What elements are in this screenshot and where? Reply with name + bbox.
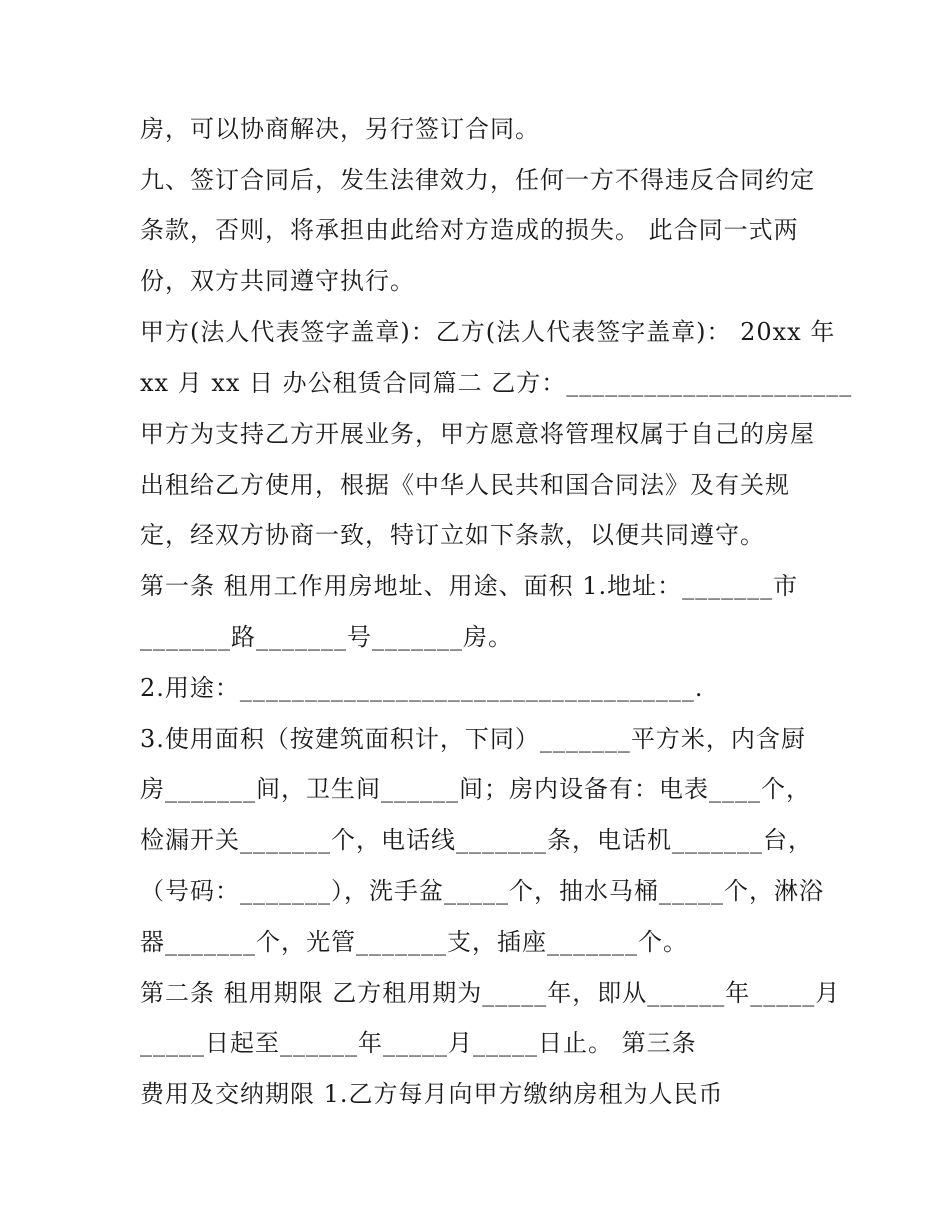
text-line: 定，经双方协商一致，特订立如下条款，以便共同遵守。 xyxy=(140,521,765,549)
text-line: （号码：_______），洗手盆_____个，抽水马桶_____个，淋浴 xyxy=(140,877,824,905)
text-line: 第一条 租用工作用房地址、用途、面积 1.地址：_______市 xyxy=(140,572,799,600)
text-line: xx 月 xx 日 办公租赁合同篇二 乙方：______________________ xyxy=(140,369,853,397)
text-line: _______路_______号_______房。 xyxy=(140,623,513,651)
text-line: 九、签订合同后，发生法律效力，任何一方不得违反合同约定 xyxy=(140,166,815,194)
text-line: _____日起至______年_____月_____日止。 第三条 xyxy=(140,1029,697,1057)
text-line: 检漏开关_______个，电话线_______条，电话机_______台， xyxy=(140,826,813,854)
text-line: 甲方为支持乙方开展业务，甲方愿意将管理权属于自己的房屋 xyxy=(140,420,815,448)
text-line: 器_______个，光管_______支，插座_______个。 xyxy=(140,928,688,956)
text-line: 第二条 租用期限 乙方租用期为_____年，即从______年_____月 xyxy=(140,979,841,1007)
text-line: 条款，否则，将承担由此给对方造成的损失。 此合同一式两 xyxy=(140,216,799,244)
text-line: 2.用途：___________________________________. xyxy=(140,674,704,702)
text-line: 房，可以协商解决，另行签订合同。 xyxy=(140,115,540,143)
text-line: 出租给乙方使用，根据《中华人民共和国合同法》及有关规 xyxy=(140,471,790,499)
text-line: 费用及交纳期限 1.乙方每月向甲方缴纳房租为人民币 xyxy=(140,1080,724,1108)
text-line: 甲方(法人代表签字盖章)：乙方(法人代表签字盖章)： 20xx 年 xyxy=(140,318,836,346)
text-line: 房_______间，卫生间______间；房内设备有：电表____个， xyxy=(140,775,811,803)
text-line: 3.使用面积（按建筑面积计，下同）_______平方米，内含厨 xyxy=(140,725,806,753)
text-line: 份，双方共同遵守执行。 xyxy=(140,267,415,295)
